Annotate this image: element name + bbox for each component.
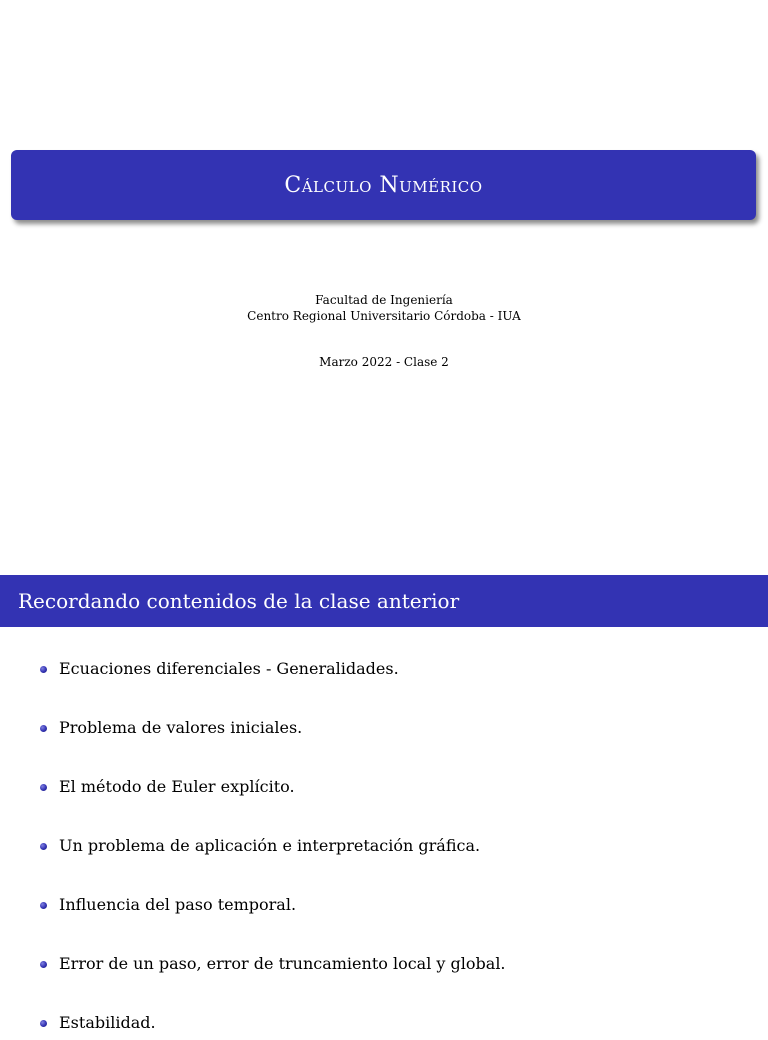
- frame-title: Recordando contenidos de la clase anterior: [0, 575, 768, 627]
- title-banner: [11, 150, 756, 220]
- list-item-text: Error de un paso, error de truncamiento local y global.: [59, 954, 506, 973]
- list-item-text: Ecuaciones diferenciales - Generalidades.: [59, 659, 399, 678]
- bullet-icon: [40, 725, 47, 732]
- institution-line-2: Centro Regional Universitario Córdoba - IUA: [247, 309, 521, 323]
- bullet-list: [0, 627, 768, 1040]
- institution-block: [0, 292, 768, 324]
- bullet-icon: [40, 843, 47, 850]
- list-item: [0, 804, 768, 863]
- list-item: [0, 627, 768, 686]
- list-item: [0, 745, 768, 804]
- list-item: [0, 981, 768, 1040]
- bullet-icon: [40, 961, 47, 968]
- content-slide: [0, 575, 768, 1032]
- institution-line-1: Facultad de Ingeniería: [315, 293, 453, 307]
- presentation-title: Cálculo Numérico: [284, 172, 483, 198]
- list-item: [0, 686, 768, 745]
- list-item-text: Estabilidad.: [59, 1013, 156, 1032]
- list-item-text: Problema de valores iniciales.: [59, 718, 303, 737]
- bullet-icon: [40, 666, 47, 673]
- list-item-text: Un problema de aplicación e interpretación gráfica.: [59, 836, 481, 855]
- presentation-date: Marzo 2022 - Clase 2: [319, 355, 449, 369]
- bullet-icon: [40, 784, 47, 791]
- list-item: [0, 922, 768, 981]
- bullet-icon: [40, 902, 47, 909]
- list-item-text: El método de Euler explícito.: [59, 777, 295, 796]
- list-item-text: Influencia del paso temporal.: [59, 895, 297, 914]
- list-item: [0, 863, 768, 922]
